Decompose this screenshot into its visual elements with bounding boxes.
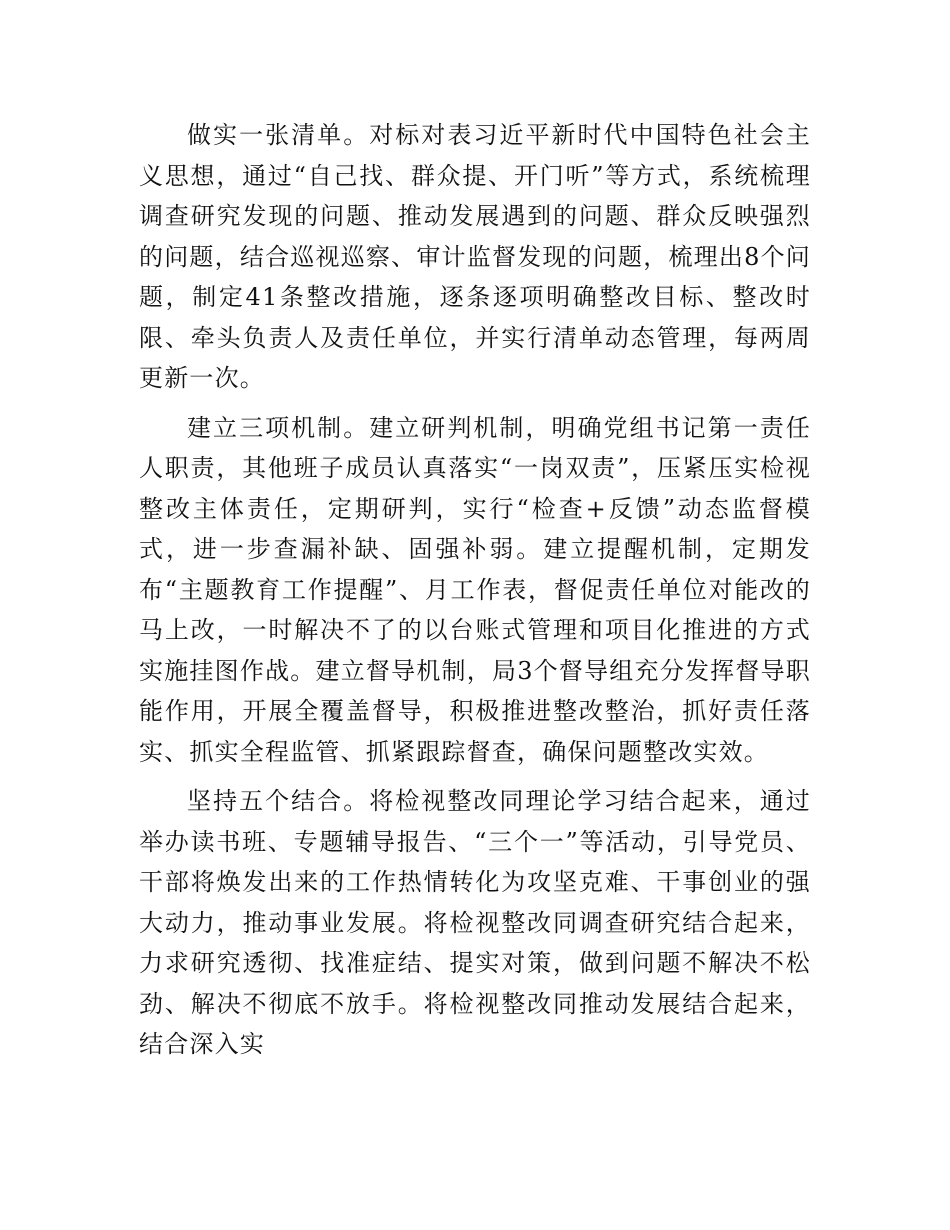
document-body <box>139 115 811 1065</box>
paragraph-checklist: 做实一张清单。对标对表习近平新时代中国特色社会主义思想，通过“自己找、群众提、开门听”等方式，系统梳理调查研究发现的问题、推动发展遇到的问题、群众反映强烈的问题，结合巡视巡察、审计监督发现的问题，梳理出8个问题，制定41条整改措施，逐条逐项明确整改目标、整改时限、牵头负责人及责任单位，并实行清单动态管理，每两周更新一次。 <box>139 121 811 392</box>
paragraph-mechanisms: 建立三项机制。建立研判机制，明确党组书记第一责任人职责，其他班子成员认真落实“一岗双责”，压紧压实检视整改主体责任，定期研判，实行“检查+反馈”动态监督模式，进一步查漏补缺、固强补弱。建立提醒机制，定期发布“主题教育工作提醒”、月工作表，督促责任单位对能改的马上改，一时解决不了的以台账式管理和项目化推进的方式实施挂图作战。建立督导机制，局3个督导组充分发挥督导职能作用，开展全覆盖督导，积极推进整改整治，抓好责任落实、抓实全程监管、抓紧跟踪督查，确保问题整改实效。 <box>139 413 811 766</box>
paragraph-combinations: 坚持五个结合。将检视整改同理论学习结合起来，通过举办读书班、专题辅导报告、“三个一”等活动，引导党员、干部将焕发出来的工作热情转化为攻坚克难、干事创业的强大动力，推动事业发展。将检视整改同调查研究结合起来，力求研究透彻、找准症结、提实对策，做到问题不解决不松劲、解决不彻底不放手。将检视整改同推动发展结合起来，结合深入实 <box>139 787 811 1058</box>
